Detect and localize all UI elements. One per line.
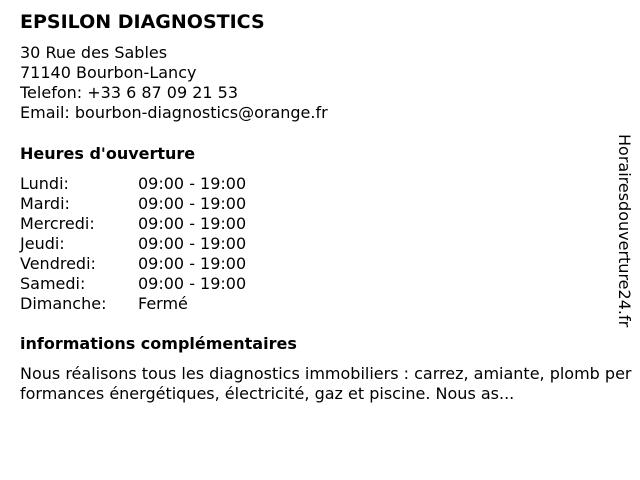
hours-time: 09:00 - 19:00: [138, 194, 247, 213]
hours-row-wednesday: [20, 214, 246, 234]
hours-time: Fermé: [138, 294, 188, 313]
hours-row-saturday: [20, 274, 246, 294]
street-address: 30 Rue des Sables: [20, 43, 168, 62]
hours-day: Samedi:: [20, 274, 86, 293]
info-description: Nous réalisons tous les diagnostics immobiliers : carrez, amiante, plomb performances énergétiques, électricité, gaz et piscine. Nous as...: [20, 364, 632, 403]
email-address: Email: bourbon-diagnostics@orange.fr: [20, 103, 328, 122]
hours-time: 09:00 - 19:00: [138, 174, 247, 193]
company-name: EPSILON DIAGNOSTICS: [20, 11, 265, 33]
info-heading: informations complémentaires: [20, 334, 297, 353]
hours-row-tuesday: [20, 194, 246, 214]
site-watermark: Horairesdouverture24.fr: [615, 134, 634, 328]
hours-time: 09:00 - 19:00: [138, 274, 247, 293]
hours-time: 09:00 - 19:00: [138, 214, 247, 233]
hours-row-friday: [20, 254, 246, 274]
phone-number: Telefon: +33 6 87 09 21 53: [20, 83, 239, 102]
hours-day: Mercredi:: [20, 214, 95, 233]
hours-day: Jeudi:: [20, 234, 65, 253]
hours-time: 09:00 - 19:00: [138, 234, 247, 253]
contact-block: [20, 43, 328, 123]
hours-heading: Heures d'ouverture: [20, 144, 196, 163]
hours-day: Lundi:: [20, 174, 69, 193]
hours-day: Mardi:: [20, 194, 70, 213]
hours-row-thursday: [20, 234, 246, 254]
hours-row-sunday: [20, 294, 246, 314]
hours-row-monday: [20, 174, 246, 194]
hours-table: [20, 174, 246, 314]
hours-day: Vendredi:: [20, 254, 96, 273]
hours-time: 09:00 - 19:00: [138, 254, 247, 273]
hours-day: Dimanche:: [20, 294, 107, 313]
city-address: 71140 Bourbon-Lancy: [20, 63, 197, 82]
